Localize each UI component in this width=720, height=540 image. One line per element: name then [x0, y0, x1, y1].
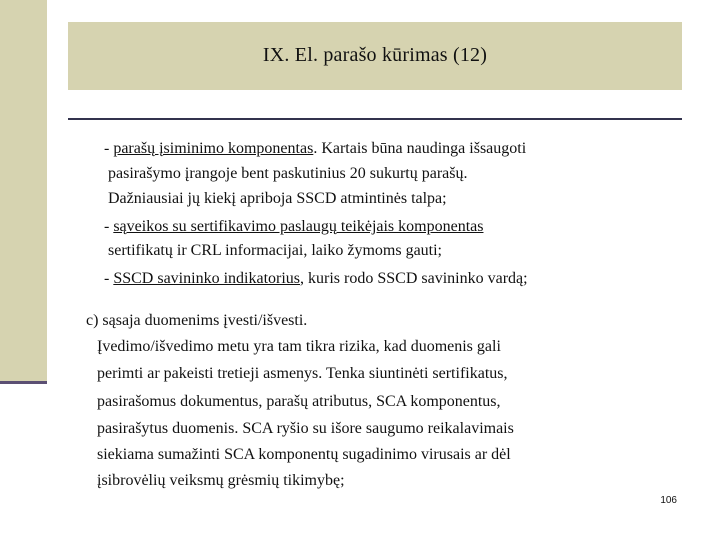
line-prefix: - [104, 140, 114, 157]
body-line [104, 218, 483, 236]
page-number: 106 [660, 495, 677, 506]
line-text: sertifikatų ir CRL informacijai, laiko žymoms gauti; [108, 242, 442, 259]
line-prefix: - [104, 270, 114, 287]
slide-title: IX. El. parašo kūrimas (12) [262, 44, 488, 66]
body-line [97, 338, 501, 356]
line-text: , kuris rodo SSCD savininko vardą; [300, 270, 528, 287]
body-line [108, 190, 447, 208]
body-line [86, 312, 307, 330]
line-text: perimti ar pakeisti tretieji asmenys. Tenka siuntinėti sertifikatus, [97, 365, 508, 382]
title-divider [68, 118, 682, 120]
line-text: įsibrovėlių veiksmų grėsmių tikimybę; [97, 472, 345, 489]
underlined-term: parašų įsiminimo komponentas [113, 140, 314, 157]
line-prefix: - [104, 218, 114, 235]
line-text: siekiama sumažinti SCA komponentų sugadinimo virusais ar dėl [97, 446, 511, 463]
line-text: pasirašomus dokumentus, parašų atributus, SCA komponentus, [97, 393, 501, 410]
body-line [97, 420, 514, 438]
body-line [97, 446, 511, 464]
body-line [108, 242, 442, 260]
side-accent-bar [0, 0, 47, 381]
body-line [97, 393, 501, 411]
body-line [97, 365, 507, 383]
line-text: . Kartais būna naudinga išsaugoti [313, 140, 527, 157]
line-text: pasirašymo įrangoje bent paskutinius 20 sukurtų parašų. [108, 165, 468, 182]
body-line [108, 165, 468, 183]
body-line [97, 472, 345, 490]
line-text: c) sąsaja duomenims įvesti/išvesti. [86, 312, 308, 329]
line-text: pasirašytus duomenis. SCA ryšio su išore saugumo reikalavimais [97, 420, 514, 437]
underlined-term: sąveikos su sertifikavimo paslaugų teikėjais komponentas [113, 218, 484, 235]
underlined-term: SSCD savininko indikatorius [113, 270, 301, 287]
side-accent-rule [0, 381, 47, 384]
body-line [104, 270, 528, 288]
line-text: Įvedimo/išvedimo metu yra tam tikra rizika, kad duomenis gali [97, 338, 501, 355]
line-text: Dažniausiai jų kiekį apriboja SSCD atmintinės talpa; [108, 190, 447, 207]
body-line [104, 140, 526, 158]
title-box [68, 22, 682, 90]
